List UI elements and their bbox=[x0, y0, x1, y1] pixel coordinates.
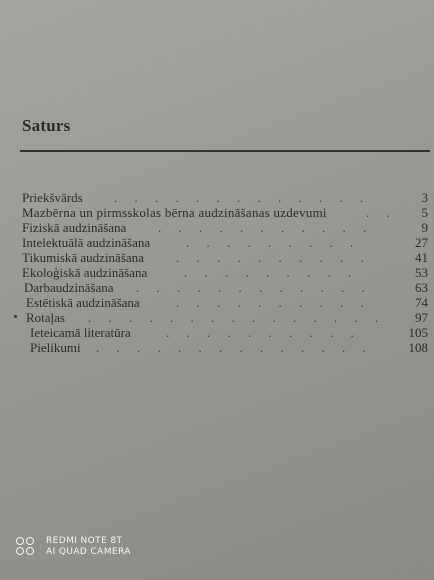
toc-entry-title: Ieteicamā literatūra bbox=[30, 325, 131, 340]
toc-leader-dots: . . . . . . . . . . bbox=[166, 325, 361, 340]
toc-entry-title: Darbaudzināšana bbox=[24, 280, 114, 295]
contents-heading: Saturs bbox=[22, 116, 71, 135]
toc-entry-title: Priekšvārds bbox=[22, 190, 83, 205]
toc-leader-dots: . . . . . . . . . . . bbox=[158, 220, 374, 235]
toc-leader-dots: . . . . . . . . . bbox=[184, 265, 359, 280]
toc-leader-dots: . . bbox=[366, 205, 397, 220]
toc-entry-page: 9 bbox=[421, 220, 428, 235]
toc-entry-page: 97 bbox=[415, 310, 428, 325]
toc-leader-dots: . . . . . . . . . . . . bbox=[136, 280, 372, 295]
toc-entry bbox=[0, 266, 434, 280]
toc-entry-page: 53 bbox=[415, 265, 428, 280]
toc-entry-title: Intelektuālā audzināšana bbox=[22, 235, 151, 250]
toc-entry-page: 108 bbox=[408, 340, 428, 355]
toc-entry bbox=[0, 236, 434, 250]
toc-entry-page: 27 bbox=[415, 235, 428, 250]
toc-entry-page: 41 bbox=[415, 250, 428, 265]
toc-entry bbox=[0, 191, 434, 205]
toc-leader-dots: . . . . . . . . . . . . . . bbox=[96, 340, 373, 355]
toc-entry bbox=[0, 341, 434, 355]
toc-leader-dots: . . . . . . . . . . . . . bbox=[114, 190, 371, 205]
toc-entry bbox=[0, 251, 434, 265]
camera-lens-icon bbox=[16, 537, 38, 557]
toc-entry-title: Tikumiskā audzināšana bbox=[22, 250, 144, 265]
toc-leader-dots: . . . . . . . . . . . . . . . bbox=[88, 310, 386, 325]
toc-entry bbox=[0, 311, 434, 325]
toc-entry bbox=[0, 206, 434, 220]
camera-model-label: REDMI NOTE 8T bbox=[46, 536, 123, 546]
margin-mark bbox=[14, 315, 17, 318]
heading-divider bbox=[20, 150, 430, 152]
toc-entry-page: 5 bbox=[421, 205, 428, 220]
toc-entry-page: 63 bbox=[415, 280, 428, 295]
camera-type-label: AI QUAD CAMERA bbox=[46, 547, 131, 557]
toc-entry-title: Ekoloģiskā audzināšana bbox=[22, 265, 148, 280]
camera-watermark bbox=[16, 536, 131, 558]
toc-entry-title: Pielikumi bbox=[30, 340, 81, 355]
toc-entry-title: Estētiskā audzināšana bbox=[26, 295, 140, 310]
toc-leader-dots: . . . . . . . . . . bbox=[176, 295, 371, 310]
camera-watermark-text bbox=[46, 536, 131, 558]
toc-leader-dots: . . . . . . . . . . bbox=[176, 250, 371, 265]
toc-entry bbox=[0, 326, 434, 340]
toc-entry-page: 3 bbox=[421, 190, 428, 205]
toc-entry-page: 105 bbox=[408, 325, 428, 340]
toc-entry bbox=[0, 296, 434, 310]
toc-entry-page: 74 bbox=[415, 295, 428, 310]
toc-entry-title: Fiziskā audzināšana bbox=[22, 220, 127, 235]
toc-leader-dots: . . . . . . . . . bbox=[186, 235, 361, 250]
toc-entry bbox=[0, 221, 434, 235]
toc-entry-title: Mazbērna un pirmsskolas bērna audzināšanas uzdevumi bbox=[22, 205, 327, 220]
toc-entry bbox=[0, 281, 434, 295]
toc-entry-title: Rotaļas bbox=[26, 310, 65, 325]
